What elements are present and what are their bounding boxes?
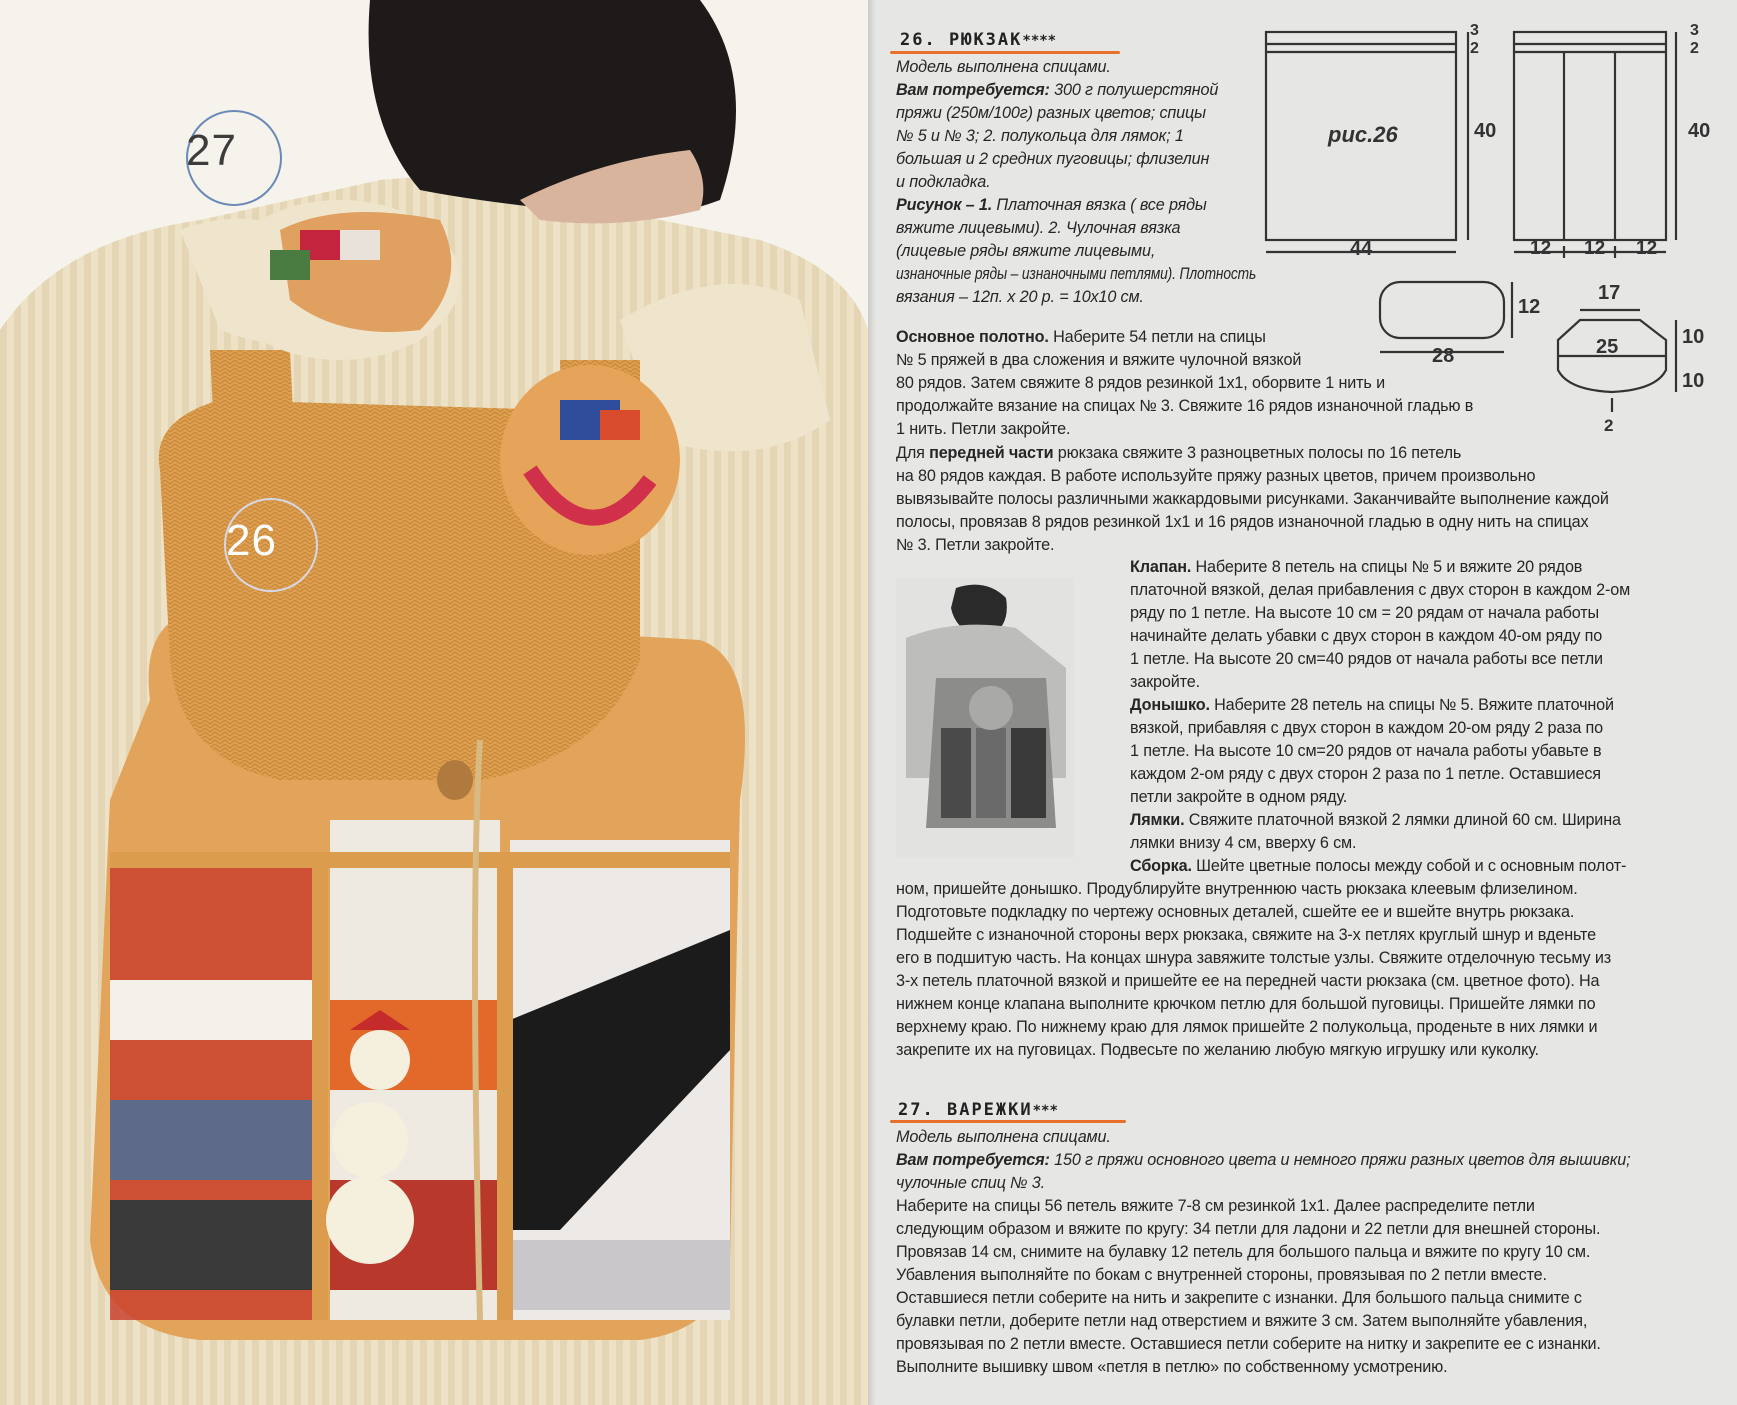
dim-front-height: 40	[1474, 120, 1497, 142]
dim-bottom-height: 12	[1518, 296, 1541, 318]
text-line	[1130, 855, 1626, 877]
text-line	[896, 1149, 1630, 1171]
text-line: (лицевые ряды вяжите лицевыми,	[896, 242, 1156, 260]
text-line: вяжите лицевыми). 2. Чулочная вязка	[896, 219, 1181, 237]
text-line: вязания – 12п. х 20 р. = 10х10 см.	[896, 288, 1144, 306]
bold-lead: передней части	[929, 444, 1054, 462]
section-26-stars: ****	[1022, 33, 1057, 49]
pattern-schematic	[1242, 20, 1737, 440]
dim-flap-h1: 10	[1682, 326, 1705, 348]
line-text: рюкзака свяжите 3 разноцветных полосы по 16 петель	[1053, 444, 1462, 462]
dim-flap-tail: 2	[1604, 416, 1614, 435]
section-27-underline	[890, 1120, 1126, 1123]
text-line: его в подшитую часть. На концах шнура завяжите толстые узлы. Свяжите отделочную тесьму из	[896, 949, 1611, 967]
text-line	[1130, 556, 1582, 578]
bold-lead: Донышко.	[1130, 696, 1210, 714]
model-number-26: 26	[226, 516, 277, 565]
section-27-heading	[898, 1100, 1058, 1120]
dim-front-top-3: 3	[1470, 22, 1479, 39]
text-line: 1 петле. На высоте 20 см=40 рядов от начала работы все петли	[1130, 650, 1603, 668]
backpack-photo	[0, 0, 868, 1405]
text-line: начинайте делать убавки с двух сторон в каждом 40-ом ряду по	[1130, 627, 1603, 645]
text-line	[896, 194, 1207, 216]
dim-flap-top: 17	[1598, 282, 1621, 304]
line-text: Для	[896, 444, 930, 462]
text-line	[896, 326, 1266, 348]
text-line: вывязывайте полосы различными жаккардовыми рисунками. Заканчивайте выполнение каждой	[896, 490, 1609, 508]
section-26-heading	[900, 30, 1056, 50]
text-line: большая и 2 средних пуговицы; флизелин	[896, 150, 1210, 168]
text-line: ряду по 1 петле. На высоте 10 см = 20 рядам от начала работы	[1130, 604, 1600, 622]
bold-lead: Сборка.	[1130, 857, 1192, 875]
text-line: верхнему краю. По нижнему краю для лямок пришейте 2 полукольца, проденьте в них лямки и	[896, 1018, 1598, 1036]
text-line: Модель выполнена спицами.	[896, 1128, 1111, 1146]
text-line: 80 рядов. Затем свяжите 8 рядов резинкой 1х1, оборвите 1 нить и	[896, 374, 1385, 392]
dim-back-stripe-2: 12	[1584, 238, 1606, 259]
text-line: закройте.	[1130, 673, 1200, 691]
text-line: 1 нить. Петли закройте.	[896, 420, 1071, 438]
text-line: Подшейте с изнаночной стороны верх рюкзака, свяжите на 3-х петлях круглый шнур и вденьте	[896, 926, 1596, 944]
text-line: Оставшиеся петли соберите на нить и закрепите с изнанки. Для большого пальца снимите с	[896, 1289, 1582, 1307]
text-line: нижнем конце клапана выполните крючком петлю для большой пуговицы. Пришейте лямки по	[896, 995, 1596, 1013]
bold-lead: Основное полотно.	[896, 328, 1049, 346]
text-line: вязкой, прибавляя с двух сторон в каждом 20-ом ряду 2 раза по	[1130, 719, 1604, 737]
section-26-number: 26.	[900, 30, 937, 50]
line-text: 150 г пряжи основного цвета и немного пряжи разных цветов для вышивки;	[1049, 1151, 1631, 1169]
section-26-underline	[890, 51, 1120, 54]
text-line: закрепите их на пуговицах. Подвесьте по желанию любую мягкую игрушку или куколку.	[896, 1041, 1539, 1059]
text-line: чулочные спиц № 3.	[896, 1174, 1045, 1192]
bold-lead: Рисунок – 1.	[896, 196, 993, 214]
text-line: продолжайте вязание на спицах № 3. Свяжите 16 рядов изнаночной гладью в	[896, 397, 1474, 415]
dim-back-stripe-1: 12	[1530, 238, 1552, 259]
dim-back-height: 40	[1688, 120, 1711, 142]
dim-front-top-2: 2	[1470, 40, 1479, 57]
bold-lead: Вам потребуется:	[896, 81, 1050, 99]
text-line: лямки внизу 4 см, вверху 6 см.	[1130, 834, 1357, 852]
text-line: 1 петле. На высоте 10 см=20 рядов от начала работы убавьте в	[1130, 742, 1602, 760]
section-27-title: ВАРЕЖКИ	[946, 1100, 1033, 1120]
text-line: № 5 пряжей в два сложения и вяжите чулочной вязкой	[896, 351, 1302, 369]
dim-back-stripe-3: 12	[1636, 238, 1658, 259]
text-line: изнаночные ряды – изнаночными петлями). Плотность	[896, 265, 1257, 283]
text-line: каждом 2-ом ряду с двух сторон 2 раза по 1 петле. Оставшиеся	[1130, 765, 1601, 783]
text-line: № 3. Петли закройте.	[896, 536, 1055, 554]
text-line: петли закройте в одном ряду.	[1130, 788, 1348, 806]
small-photo-illustration	[896, 578, 1074, 858]
line-text: 300 г полушерстяной	[1049, 81, 1219, 99]
dim-back-top-3: 3	[1690, 22, 1699, 39]
text-line: платочной вязкой, делая прибавления с двух сторон в каждом 2-ом	[1130, 581, 1631, 599]
section-27-number: 27.	[898, 1100, 935, 1120]
text-line: № 5 и № 3; 2. полукольца для лямок; 1	[896, 127, 1184, 145]
line-text: Шейте цветные полосы между собой и с основным полот-	[1191, 857, 1627, 875]
text-line: провязывая по 2 петли вместе. Оставшиеся петли соберите на нитку и закрепите ее с изнанки.	[896, 1335, 1601, 1353]
text-line: на 80 рядов каждая. В работе используйте пряжу разных цветов, причем произвольно	[896, 467, 1536, 485]
section-27-stars: ***	[1032, 1103, 1058, 1119]
text-line: Провязав 14 см, снимите на булавку 12 петель для большого пальца и вяжите по кругу 10 см.	[896, 1243, 1591, 1261]
figure-label: рис.26	[1328, 122, 1398, 147]
text-line: ном, пришейте донышко. Продублируйте внутреннюю часть рюкзака клеевым флизелином.	[896, 880, 1578, 898]
dim-flap-h2: 10	[1682, 370, 1705, 392]
dim-front-width: 44	[1350, 238, 1373, 260]
text-line: пряжи (250м/100г) разных цветов; спицы	[896, 104, 1206, 122]
text-line	[896, 79, 1218, 101]
line-text: Наберите 8 петель на спицы № 5 и вяжите 20 рядов	[1191, 558, 1583, 576]
section-26-title: РЮКЗАК	[948, 30, 1023, 50]
model-number-27: 27	[186, 126, 237, 175]
dim-flap-mid: 25	[1596, 336, 1619, 358]
text-line: Выполните вышивку швом «петля в петлю» по собственному усмотрению.	[896, 1358, 1448, 1376]
text-line	[1130, 809, 1621, 831]
text-line: булавки петли, доберите петли над отверстием и вяжите 3 см. Затем выполняйте убавления,	[896, 1312, 1588, 1330]
bold-lead: Лямки.	[1130, 811, 1185, 829]
text-line: следующим образом и вяжите по кругу: 34 петли для ладони и 22 петли для внешней стороны.	[896, 1220, 1601, 1238]
bold-lead: Клапан.	[1130, 558, 1192, 576]
text-line: Модель выполнена спицами.	[896, 58, 1111, 76]
line-text: Наберите 28 петель на спицы № 5. Вяжите платочной	[1209, 696, 1614, 714]
text-line	[1130, 694, 1614, 716]
text-line	[896, 442, 1461, 464]
text-line: полосы, провязав 8 рядов резинкой 1х1 и 16 рядов изнаночной гладью в одну нить на спицах	[896, 513, 1589, 531]
line-text: Наберите 54 петли на спицы	[1048, 328, 1266, 346]
text-line: Убавления выполняйте по бокам с внутренней стороны, провязывая по 2 петли вместе.	[896, 1266, 1547, 1284]
dim-back-top-2: 2	[1690, 40, 1699, 57]
text-line: 3-х петель платочной вязкой и пришейте ее на передней части рюкзака (см. цветное фото). На	[896, 972, 1600, 990]
text-line: Наберите на спицы 56 петель вяжите 7-8 см резинкой 1х1. Далее распределите петли	[896, 1197, 1535, 1215]
line-text: Свяжите платочной вязкой 2 лямки длиной 60 см. Ширина	[1184, 811, 1621, 829]
dim-bottom-width: 28	[1432, 345, 1455, 367]
bold-lead: Вам потребуется:	[896, 1151, 1050, 1169]
small-reference-photo	[896, 578, 1074, 858]
text-line: Подготовьте подкладку по чертежу основных деталей, сшейте ее и вшейте внутрь рюкзака.	[896, 903, 1575, 921]
text-line: и подкладка.	[896, 173, 991, 191]
line-text: Платочная вязка ( все ряды	[992, 196, 1207, 214]
backpack-illustration	[0, 0, 868, 1405]
